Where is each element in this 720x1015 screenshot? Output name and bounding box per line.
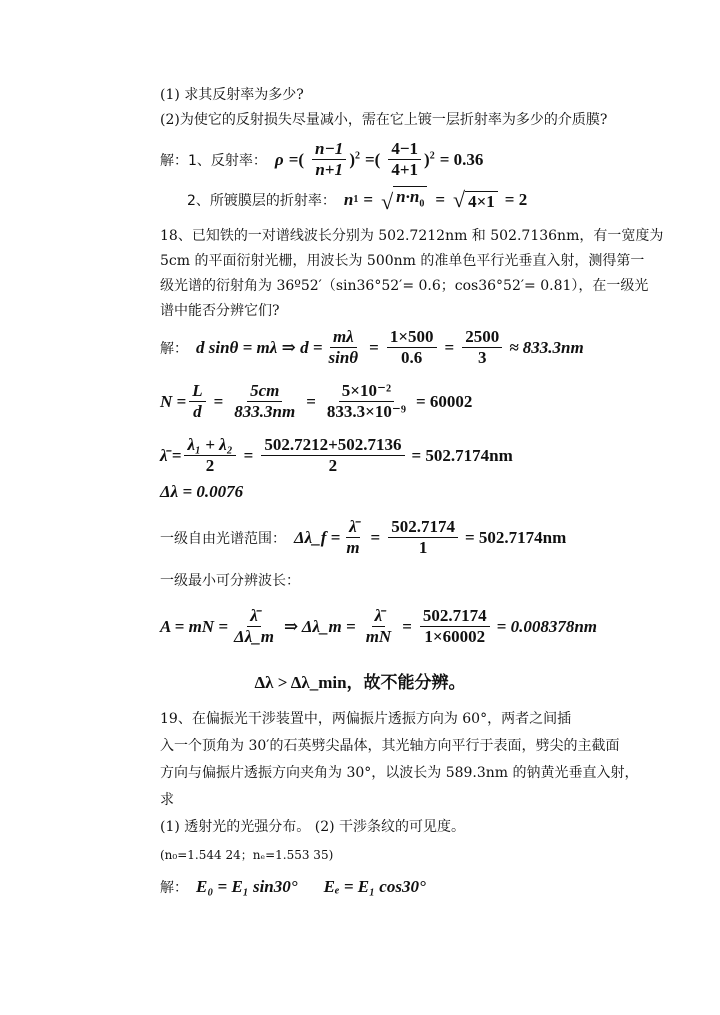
- question-19-line-1: 19、在偏振光干涉装置中，两偏振片透振方向为 60°，两者之间插: [160, 711, 572, 727]
- fraction: $\frac{n-1}{n+1}$: [312, 140, 346, 179]
- coating-index-equation: 2、所镀膜层的折射率： n 1 = √ $n\cdot n_0$ = √ 4×1 = 2: [187, 186, 528, 215]
- question-19-line-3: 方向与偏振片透振方向夹角为 30°，以波长为 589.3nm 的钠黄光垂直入射，: [160, 765, 639, 781]
- question-19-line-5: (1) 透射光的光强分布。 (2) 干涉条纹的可见度。: [160, 819, 466, 835]
- question-item-2: (2)为使它的反射损失尽量减小，需在它上镀一层折射率为多少的介质膜?: [160, 112, 608, 128]
- wavelength-difference-equation: Δλ = 0.0076: [160, 482, 244, 501]
- question-18-line-4: 谱中能否分辨它们?: [160, 303, 280, 319]
- free-spectral-range-label: 一级自由光谱范围：: [160, 530, 286, 547]
- question-18-line-2: 5cm 的平面衍射光栅，用波长为 500nm 的准单色平行光垂直入射，测得第一: [160, 253, 645, 269]
- conclusion: Δλ > Δλ_min，故不能分辨。: [254, 673, 466, 692]
- question-19-line-4: 求: [160, 792, 174, 808]
- question-19-line-2: 入一个顶角为 30′的石英劈尖晶体，其光轴方向平行于表面，劈尖的主截面: [160, 738, 620, 754]
- field-components-equation: 解： E₀ = E₁ sin30° Eₑ = E₁ cos30°: [160, 877, 426, 896]
- min-resolvable-label: 一级最小可分辨波长：: [160, 573, 300, 589]
- reflectivity-equation: 解：1、反射率： ρ =( $\frac{n-1}{n+1}$ )$^2$ =( $\frac{4-1}{4+1}$ )$^2$ = 0.36: [160, 139, 484, 179]
- question-19-refractive-indices: (n₀=1.544 24；nₑ=1.553 35): [160, 848, 334, 862]
- question-18-line-1: 18、已知铁的一对谱线波长分别为 502.7212nm 和 502.7136nm，有一宽度为: [160, 228, 664, 244]
- grating-spacing-equation: 解： d sinθ = mλ ⇒ d = $\frac{m\lambda}{\sin\theta}$ = $\frac{1\times 500}{0.6}$ = $\frac{2500}{3}$ ≈ 833.3nm: [160, 327, 584, 367]
- question-item-1: (1) 求其反射率为多少?: [160, 87, 304, 103]
- reflectivity-result: = 0.36: [439, 149, 484, 169]
- total-lines-equation: N = $\frac{L}{d}$ = $\frac{5cm}{833.3nm}$ = $\frac{\text{5×10⁻²}}{\text{833.3×10⁻⁹}}$ = 60002: [160, 381, 473, 421]
- question-18-line-3: 级光谱的衍射角为 36º52′（sin36°52′= 0.6；cos36°52′= 0.81），在一级光: [160, 278, 649, 294]
- solution-1-label: 解：1、反射率：: [160, 152, 267, 169]
- resolving-power-equation: A = mN = $\frac{\lambdā}{\Delta\lambda\_m}$ ⇒ Δλ_m = $\frac{\lambdā}{mN}$ = $\frac{502.7174}{1\times 60002}$ = 0.008378nm: [160, 606, 598, 646]
- mean-wavelength-equation: λ̄ = $\frac{\text{λ₁ + λ₂}}{2}$ = $\frac{502.7212+502.7136}{2}$ = 502.7174nm: [160, 435, 513, 475]
- rho-symbol: ρ: [274, 149, 284, 169]
- free-spectral-range-equation: 一级自由光谱范围： Δλ_f = $\frac{\lambdā}{m}$ = $\frac{502.7174}{1}$ = 502.7174nm: [160, 517, 567, 557]
- fraction: $\frac{4-1}{4+1}$: [388, 140, 421, 179]
- coating-index-result: = 2: [504, 189, 528, 209]
- solution-2-label: 2、所镀膜层的折射率：: [187, 192, 336, 209]
